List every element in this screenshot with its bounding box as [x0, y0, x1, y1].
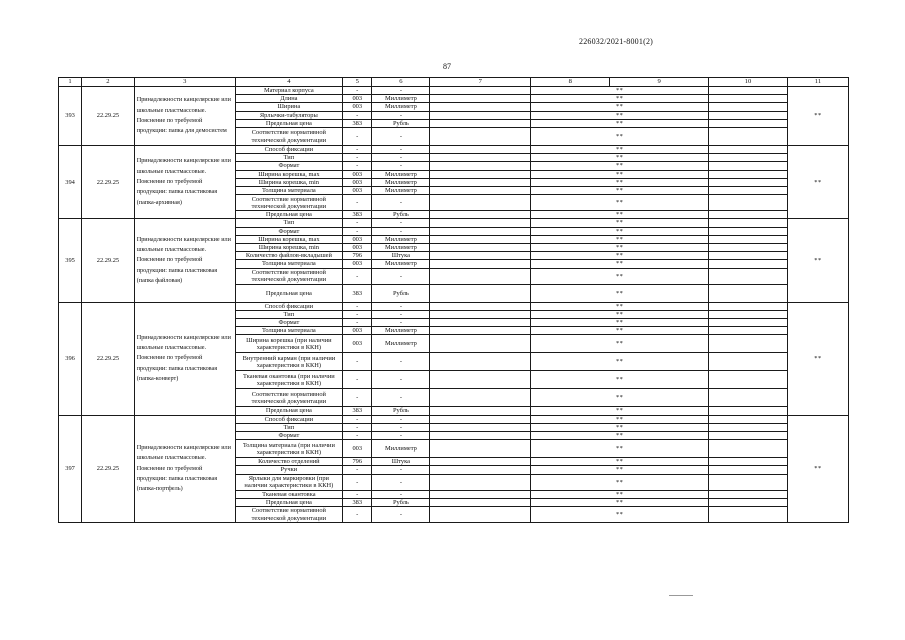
unit-code: 383 [343, 284, 372, 302]
column-header: 5 [343, 78, 372, 87]
unit-name: Рубль [372, 498, 430, 506]
empty-cell [430, 498, 531, 506]
unit-code: - [343, 371, 372, 389]
empty-cell [430, 170, 531, 178]
unit-code: 003 [343, 95, 372, 103]
empty-cell [709, 178, 788, 186]
empty-cell [430, 260, 531, 268]
characteristic-value: ** [531, 235, 709, 243]
empty-cell [709, 252, 788, 260]
item-number: 395 [59, 219, 82, 302]
empty-cell [709, 466, 788, 474]
characteristic-value: ** [531, 490, 709, 498]
unit-name: - [372, 111, 430, 119]
characteristic-value: ** [531, 252, 709, 260]
empty-cell [430, 474, 531, 490]
characteristic-name: Формат [235, 432, 342, 440]
column-header-row [59, 78, 849, 87]
characteristic-value: ** [531, 119, 709, 127]
empty-cell [430, 440, 531, 458]
unit-code: - [343, 302, 372, 310]
characteristic-value: ** [531, 87, 709, 95]
okpd-code: 22.29.25 [82, 415, 135, 522]
product-name: Принадлежности канцелярские или школьные пластмассовые. Пояснение по требуемой продукции: папка пластиковая (папка файловая) [134, 219, 235, 302]
empty-cell [709, 187, 788, 195]
characteristic-value: ** [531, 327, 709, 335]
unit-code: 003 [343, 178, 372, 186]
unit-name: - [372, 302, 430, 310]
product-name: Принадлежности канцелярские или школьные пластмассовые. Пояснение по требуемой продукции: папка пластиковая (папка-конверт) [134, 302, 235, 415]
characteristic-name: Внутренний карман (при наличии характеристики в ККН) [235, 353, 342, 371]
characteristic-value: ** [531, 227, 709, 235]
characteristic-name: Толщина материала [235, 187, 342, 195]
characteristic-name: Соответствие нормативной технической документации [235, 507, 342, 523]
characteristic-value: ** [531, 407, 709, 415]
unit-name: - [372, 128, 430, 146]
empty-cell [430, 103, 531, 111]
unit-name: Рубль [372, 119, 430, 127]
unit-code: - [343, 353, 372, 371]
characteristic-name: Ширина корешка, min [235, 244, 342, 252]
empty-cell [430, 128, 531, 146]
characteristic-value: ** [531, 268, 709, 284]
empty-cell [430, 154, 531, 162]
specification-table [58, 77, 849, 523]
unit-name: - [372, 389, 430, 407]
empty-cell [430, 389, 531, 407]
empty-cell [709, 415, 788, 423]
table-row [59, 415, 849, 423]
unit-code: - [343, 268, 372, 284]
item-number: 394 [59, 146, 82, 219]
unit-name: Миллиметр [372, 244, 430, 252]
empty-cell [709, 128, 788, 146]
empty-cell [430, 353, 531, 371]
characteristic-value: ** [531, 458, 709, 466]
unit-name: - [372, 371, 430, 389]
unit-name: Миллиметр [372, 170, 430, 178]
product-name: Принадлежности канцелярские или школьные пластмассовые. Пояснение по требуемой продукции: папка пластиковая (папка-архивная) [134, 146, 235, 219]
empty-cell [709, 195, 788, 211]
unit-code: 003 [343, 440, 372, 458]
empty-cell [709, 260, 788, 268]
empty-cell [709, 490, 788, 498]
empty-cell [430, 507, 531, 523]
unit-code: 383 [343, 119, 372, 127]
unit-code: - [343, 432, 372, 440]
empty-cell [709, 87, 788, 95]
unit-name: Рубль [372, 211, 430, 219]
okpd-code: 22.29.25 [82, 87, 135, 146]
unit-name: Миллиметр [372, 440, 430, 458]
unit-name: - [372, 195, 430, 211]
unit-name: - [372, 227, 430, 235]
item-number: 397 [59, 415, 82, 522]
unit-name: - [372, 507, 430, 523]
characteristic-value: ** [531, 353, 709, 371]
empty-cell [430, 319, 531, 327]
empty-cell [430, 458, 531, 466]
unit-code: 796 [343, 458, 372, 466]
unit-name: - [372, 154, 430, 162]
characteristic-value: ** [531, 415, 709, 423]
scan-mark [669, 595, 693, 596]
characteristic-value: ** [531, 128, 709, 146]
empty-cell [709, 474, 788, 490]
column-header: 10 [709, 78, 788, 87]
characteristic-name: Тип [235, 219, 342, 227]
unit-code: - [343, 111, 372, 119]
column-header: 3 [134, 78, 235, 87]
empty-cell [430, 211, 531, 219]
unit-name: Миллиметр [372, 335, 430, 353]
item-number: 396 [59, 302, 82, 415]
empty-cell [709, 103, 788, 111]
unit-name: - [372, 310, 430, 318]
unit-name: Миллиметр [372, 178, 430, 186]
okpd-code: 22.29.25 [82, 302, 135, 415]
empty-cell [709, 244, 788, 252]
unit-code: - [343, 415, 372, 423]
final-value: ** [787, 87, 848, 146]
unit-code: - [343, 162, 372, 170]
table-row [59, 146, 849, 154]
unit-code: 003 [343, 244, 372, 252]
characteristic-name: Тканевая окантовка [235, 490, 342, 498]
document-id: 226032/2021-8001(2) [579, 37, 654, 46]
characteristic-value: ** [531, 187, 709, 195]
unit-code: - [343, 466, 372, 474]
characteristic-name: Предельная цена [235, 211, 342, 219]
column-header: 1 [59, 78, 82, 87]
unit-code: 003 [343, 327, 372, 335]
empty-cell [430, 407, 531, 415]
okpd-code: 22.29.25 [82, 146, 135, 219]
characteristic-value: ** [531, 432, 709, 440]
unit-code: - [343, 154, 372, 162]
page-number: 87 [443, 62, 451, 71]
empty-cell [430, 490, 531, 498]
unit-code: - [343, 87, 372, 95]
characteristic-name: Способ фиксации [235, 302, 342, 310]
characteristic-value: ** [531, 284, 709, 302]
column-header: 8 [531, 78, 610, 87]
characteristic-value: ** [531, 389, 709, 407]
unit-code: 003 [343, 103, 372, 111]
characteristic-value: ** [531, 440, 709, 458]
empty-cell [709, 498, 788, 506]
unit-name: - [372, 87, 430, 95]
characteristic-value: ** [531, 319, 709, 327]
empty-cell [430, 195, 531, 211]
empty-cell [709, 95, 788, 103]
characteristic-name: Соответствие нормативной технической документации [235, 389, 342, 407]
empty-cell [430, 178, 531, 186]
empty-cell [430, 219, 531, 227]
unit-name: Миллиметр [372, 235, 430, 243]
characteristic-value: ** [531, 335, 709, 353]
unit-code: - [343, 310, 372, 318]
characteristic-name: Ручки [235, 466, 342, 474]
empty-cell [430, 119, 531, 127]
unit-name: - [372, 162, 430, 170]
characteristic-name: Предельная цена [235, 284, 342, 302]
empty-cell [709, 146, 788, 154]
product-name: Принадлежности канцелярские или школьные пластмассовые. Пояснение по требуемой продукции: папка для демосистем [134, 87, 235, 146]
unit-code: - [343, 227, 372, 235]
empty-cell [709, 353, 788, 371]
okpd-code: 22.29.25 [82, 219, 135, 302]
characteristic-name: Соответствие нормативной технической документации [235, 195, 342, 211]
unit-code: 003 [343, 260, 372, 268]
column-header: 11 [787, 78, 848, 87]
empty-cell [430, 235, 531, 243]
empty-cell [430, 111, 531, 119]
final-value: ** [787, 219, 848, 302]
empty-cell [709, 440, 788, 458]
characteristic-name: Тип [235, 423, 342, 431]
empty-cell [430, 227, 531, 235]
characteristic-value: ** [531, 170, 709, 178]
characteristic-value: ** [531, 111, 709, 119]
empty-cell [709, 310, 788, 318]
empty-cell [430, 95, 531, 103]
empty-cell [709, 235, 788, 243]
characteristic-value: ** [531, 507, 709, 523]
characteristic-name: Способ фиксации [235, 415, 342, 423]
empty-cell [709, 371, 788, 389]
characteristic-value: ** [531, 498, 709, 506]
empty-cell [709, 407, 788, 415]
unit-code: - [343, 389, 372, 407]
characteristic-value: ** [531, 371, 709, 389]
characteristic-value: ** [531, 244, 709, 252]
unit-code: - [343, 195, 372, 211]
empty-cell [430, 146, 531, 154]
column-header: 9 [610, 78, 709, 87]
unit-name: - [372, 432, 430, 440]
unit-code: - [343, 128, 372, 146]
characteristic-name: Ширина [235, 103, 342, 111]
empty-cell [430, 432, 531, 440]
characteristic-name: Тип [235, 310, 342, 318]
characteristic-name: Формат [235, 227, 342, 235]
empty-cell [709, 268, 788, 284]
characteristic-value: ** [531, 146, 709, 154]
unit-name: Штука [372, 252, 430, 260]
characteristic-name: Формат [235, 162, 342, 170]
unit-name: Миллиметр [372, 187, 430, 195]
characteristic-value: ** [531, 211, 709, 219]
empty-cell [430, 284, 531, 302]
unit-code: - [343, 219, 372, 227]
characteristic-value: ** [531, 310, 709, 318]
unit-code: 003 [343, 335, 372, 353]
characteristic-name: Предельная цена [235, 498, 342, 506]
characteristic-name: Ярлыки для маркировки (при наличии характеристики в ККН) [235, 474, 342, 490]
empty-cell [709, 211, 788, 219]
characteristic-name: Тканевая окантовка (при наличии характеристики в ККН) [235, 371, 342, 389]
empty-cell [430, 162, 531, 170]
unit-code: - [343, 423, 372, 431]
empty-cell [430, 327, 531, 335]
empty-cell [709, 423, 788, 431]
table-row [59, 219, 849, 227]
empty-cell [709, 327, 788, 335]
characteristic-value: ** [531, 474, 709, 490]
unit-code: - [343, 474, 372, 490]
unit-code: - [343, 490, 372, 498]
empty-cell [430, 466, 531, 474]
final-value: ** [787, 302, 848, 415]
empty-cell [430, 310, 531, 318]
unit-code: 003 [343, 170, 372, 178]
unit-name: Миллиметр [372, 260, 430, 268]
characteristic-value: ** [531, 154, 709, 162]
unit-name: Миллиметр [372, 95, 430, 103]
column-header: 6 [372, 78, 430, 87]
table-row [59, 87, 849, 95]
empty-cell [709, 302, 788, 310]
empty-cell [709, 111, 788, 119]
empty-cell [430, 268, 531, 284]
empty-cell [430, 423, 531, 431]
unit-code: 383 [343, 407, 372, 415]
characteristic-value: ** [531, 195, 709, 211]
empty-cell [709, 219, 788, 227]
final-value: ** [787, 415, 848, 522]
final-value: ** [787, 146, 848, 219]
unit-name: Рубль [372, 407, 430, 415]
characteristic-name: Соответствие нормативной технической документации [235, 128, 342, 146]
characteristic-name: Длина [235, 95, 342, 103]
empty-cell [430, 187, 531, 195]
item-number: 393 [59, 87, 82, 146]
unit-name: Миллиметр [372, 327, 430, 335]
characteristic-name: Ширина корешка, max [235, 170, 342, 178]
unit-code: 796 [343, 252, 372, 260]
characteristic-value: ** [531, 162, 709, 170]
empty-cell [709, 319, 788, 327]
empty-cell [430, 335, 531, 353]
unit-name: Штука [372, 458, 430, 466]
characteristic-value: ** [531, 260, 709, 268]
empty-cell [709, 162, 788, 170]
unit-name: - [372, 423, 430, 431]
column-header: 4 [235, 78, 342, 87]
column-header: 2 [82, 78, 135, 87]
empty-cell [709, 507, 788, 523]
characteristic-name: Материал корпуса [235, 87, 342, 95]
unit-code: - [343, 146, 372, 154]
unit-name: Миллиметр [372, 103, 430, 111]
characteristic-name: Ширина корешка, min [235, 178, 342, 186]
unit-name: - [372, 146, 430, 154]
unit-code: 003 [343, 235, 372, 243]
characteristic-value: ** [531, 466, 709, 474]
characteristic-value: ** [531, 219, 709, 227]
characteristic-name: Ширина корешка (при наличии характеристики в ККН) [235, 335, 342, 353]
unit-name: - [372, 490, 430, 498]
empty-cell [709, 432, 788, 440]
empty-cell [709, 335, 788, 353]
empty-cell [709, 170, 788, 178]
unit-code: - [343, 319, 372, 327]
empty-cell [709, 389, 788, 407]
unit-name: - [372, 353, 430, 371]
characteristic-name: Ярлычки-табуляторы [235, 111, 342, 119]
characteristic-name: Способ фиксации [235, 146, 342, 154]
characteristic-name: Ширина корешка, max [235, 235, 342, 243]
unit-code: 383 [343, 211, 372, 219]
unit-name: - [372, 466, 430, 474]
unit-code: 383 [343, 498, 372, 506]
characteristic-name: Тип [235, 154, 342, 162]
characteristic-name: Толщина материала (при наличии характеристики в ККН) [235, 440, 342, 458]
unit-code: 003 [343, 187, 372, 195]
unit-name: - [372, 319, 430, 327]
product-name: Принадлежности канцелярские или школьные пластмассовые. Пояснение по требуемой продукции: папка пластиковая (папка-портфель) [134, 415, 235, 522]
empty-cell [709, 284, 788, 302]
characteristic-name: Толщина материала [235, 327, 342, 335]
empty-cell [430, 415, 531, 423]
unit-code: - [343, 507, 372, 523]
empty-cell [430, 87, 531, 95]
empty-cell [430, 302, 531, 310]
characteristic-name: Соответствие нормативной технической документации [235, 268, 342, 284]
empty-cell [709, 119, 788, 127]
characteristic-name: Предельная цена [235, 119, 342, 127]
empty-cell [709, 154, 788, 162]
characteristic-value: ** [531, 95, 709, 103]
characteristic-value: ** [531, 178, 709, 186]
characteristic-value: ** [531, 423, 709, 431]
characteristic-name: Предельная цена [235, 407, 342, 415]
unit-name: - [372, 415, 430, 423]
column-header: 7 [430, 78, 531, 87]
unit-name: Рубль [372, 284, 430, 302]
characteristic-value: ** [531, 302, 709, 310]
empty-cell [709, 458, 788, 466]
empty-cell [430, 244, 531, 252]
characteristic-name: Толщина материала [235, 260, 342, 268]
characteristic-name: Формат [235, 319, 342, 327]
table-row [59, 302, 849, 310]
empty-cell [430, 252, 531, 260]
unit-name: - [372, 268, 430, 284]
empty-cell [709, 227, 788, 235]
characteristic-value: ** [531, 103, 709, 111]
characteristic-name: Количество файлов-вкладышей [235, 252, 342, 260]
unit-name: - [372, 474, 430, 490]
empty-cell [430, 371, 531, 389]
unit-name: - [372, 219, 430, 227]
characteristic-name: Количество отделений [235, 458, 342, 466]
